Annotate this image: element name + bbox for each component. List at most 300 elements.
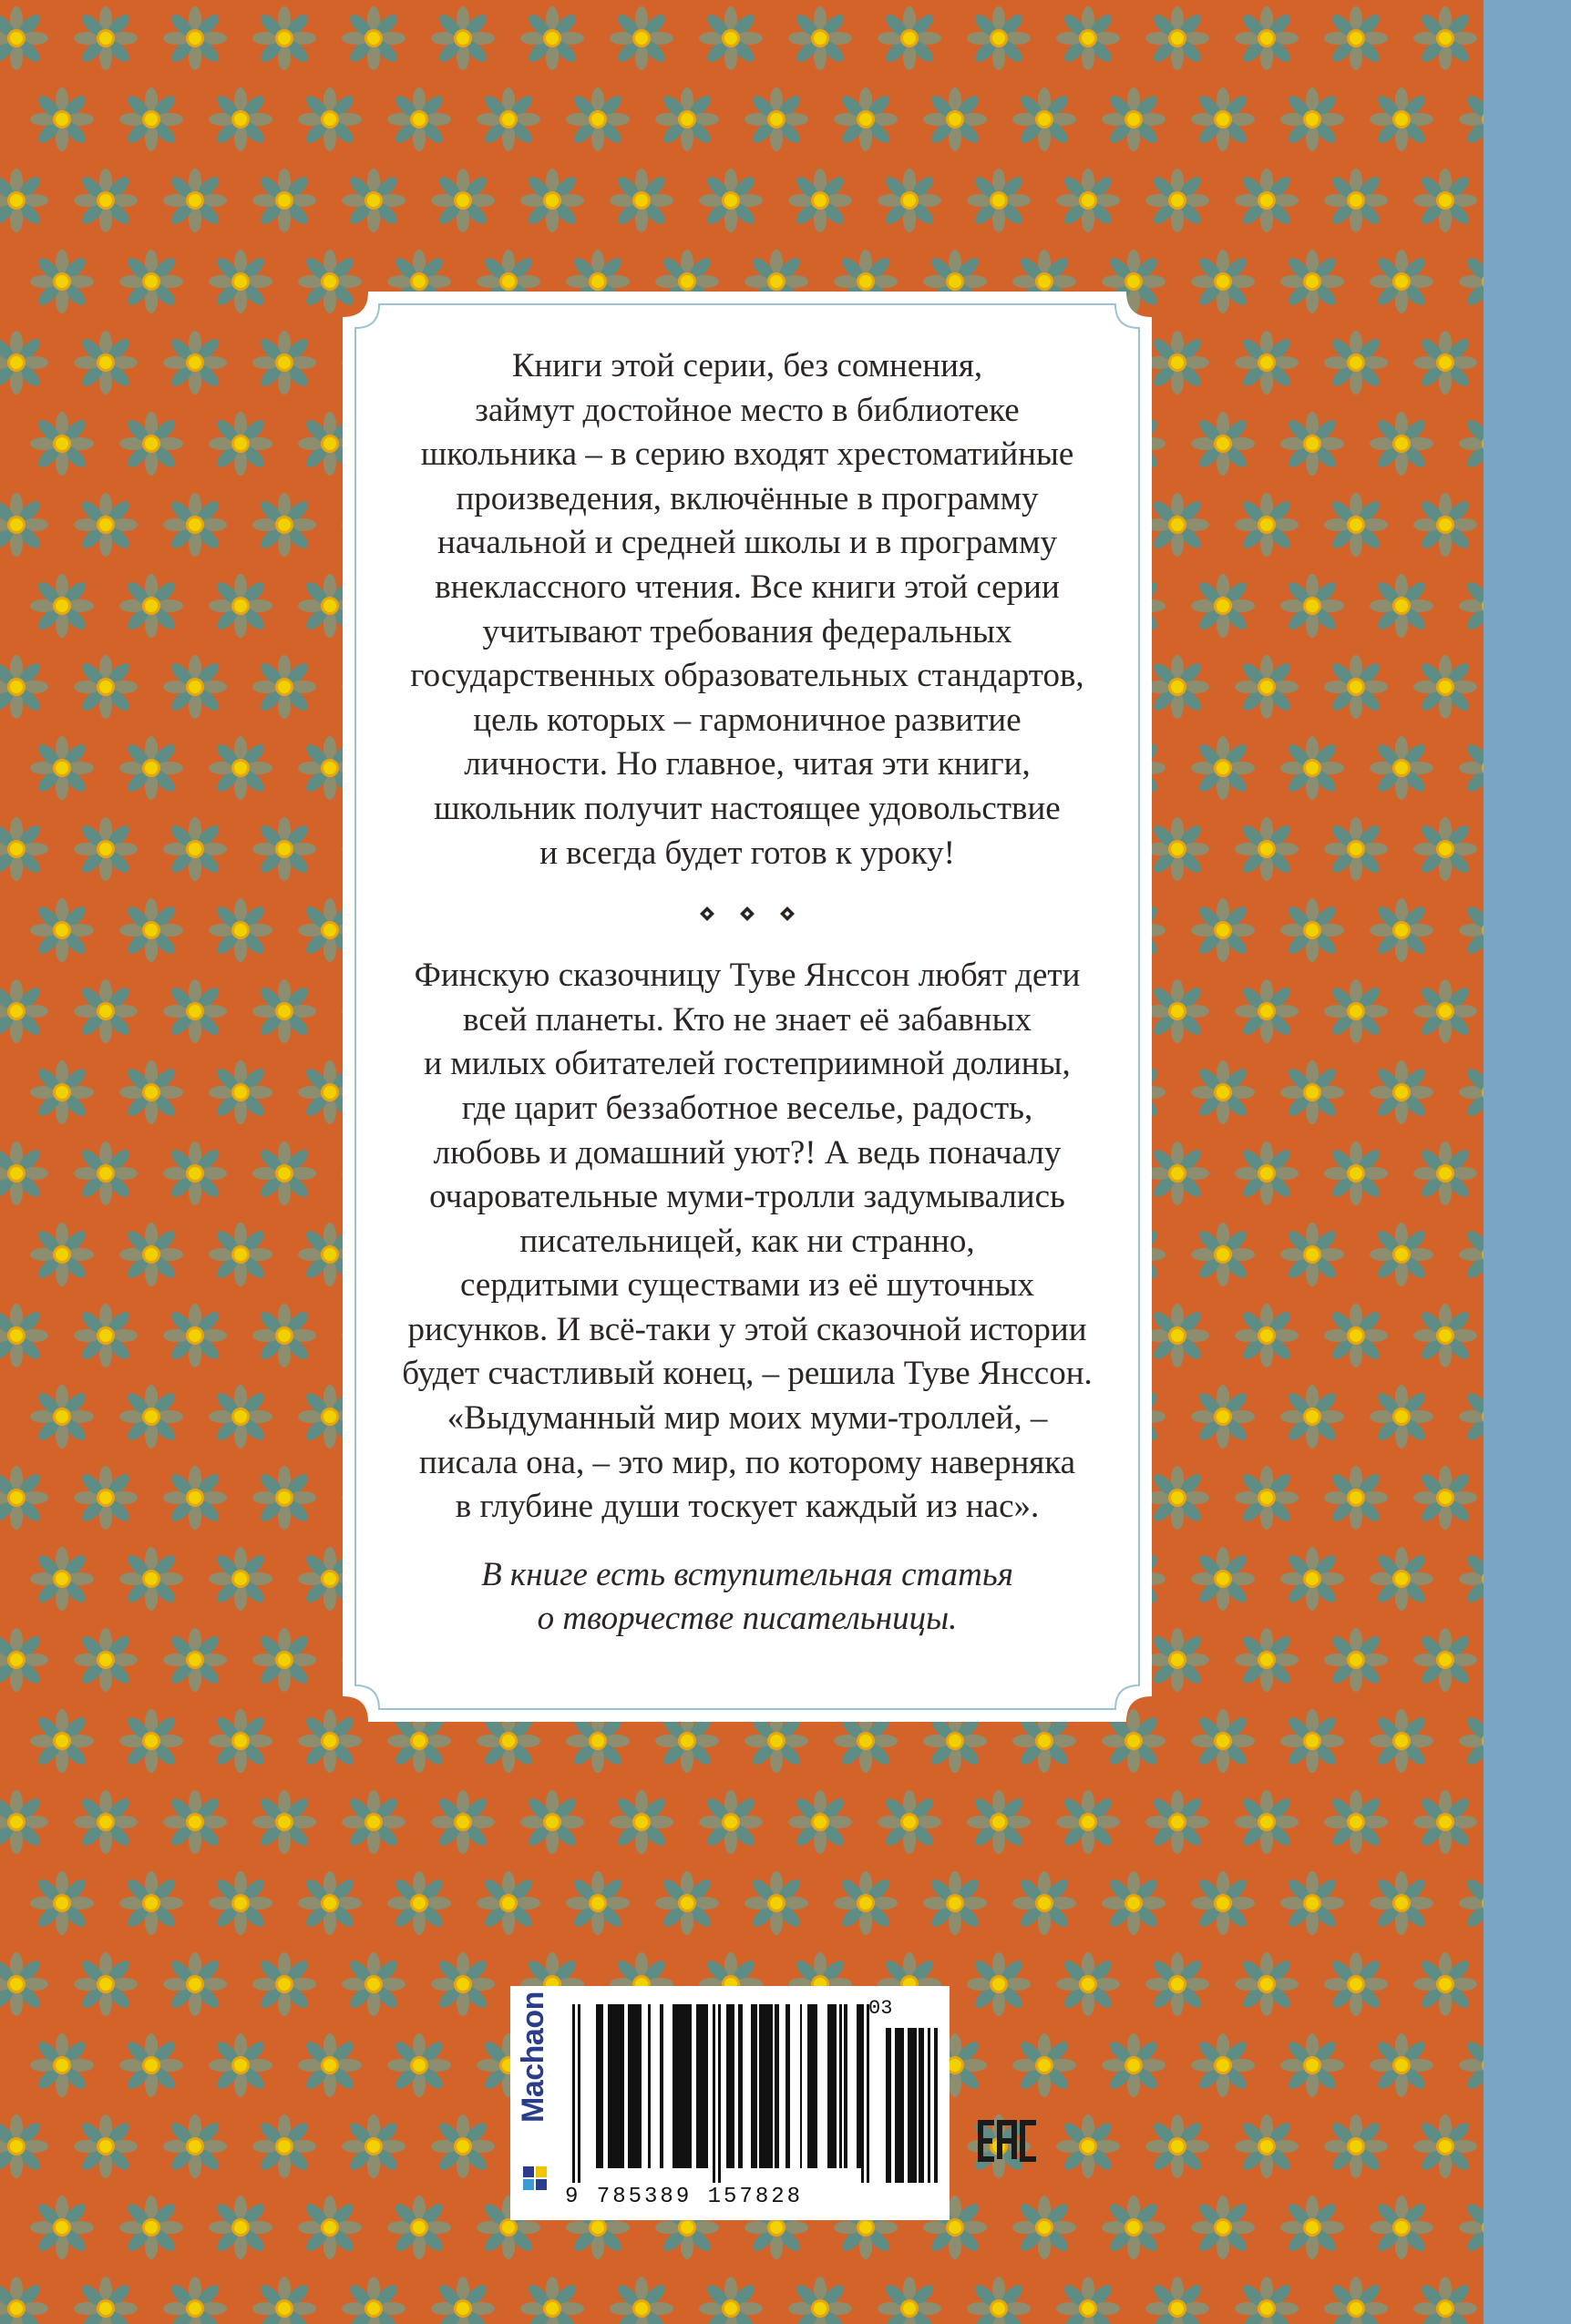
flower-motif bbox=[1280, 2196, 1344, 2259]
barcode-bar bbox=[839, 2004, 842, 2168]
barcode-bar bbox=[807, 2004, 811, 2168]
barcode-bar bbox=[861, 2004, 864, 2183]
barcode-bar bbox=[766, 2004, 768, 2168]
flower-motif bbox=[209, 736, 272, 800]
flower-motif bbox=[1280, 2033, 1344, 2097]
flower-motif bbox=[209, 1871, 272, 1935]
barcode-bar bbox=[621, 2004, 624, 2168]
flower-motif bbox=[655, 87, 719, 151]
flower-motif bbox=[342, 169, 406, 232]
flower-motif bbox=[0, 2277, 48, 2324]
barcode-bar bbox=[600, 2004, 603, 2168]
flower-motif bbox=[30, 1871, 94, 1935]
flower-motif bbox=[1370, 250, 1433, 313]
flower-motif bbox=[342, 6, 406, 70]
flower-motif bbox=[1191, 2033, 1255, 2097]
publisher-logo bbox=[510, 1986, 561, 2220]
flower-motif bbox=[1459, 898, 1484, 962]
flower-motif bbox=[1191, 898, 1255, 962]
flower-motif bbox=[1324, 817, 1388, 881]
flower-motif bbox=[1280, 250, 1344, 313]
barcode-bar bbox=[674, 2004, 678, 2168]
barcode-bar bbox=[682, 2004, 684, 2168]
flower-motif bbox=[1056, 2277, 1120, 2324]
flower-motif bbox=[1056, 169, 1120, 232]
flower-motif bbox=[252, 1952, 316, 2016]
author-text-line: «Выдуманный мир моих муми-троллей, – bbox=[447, 1399, 1048, 1438]
flower-motif bbox=[1413, 493, 1477, 557]
flower-motif bbox=[1012, 87, 1076, 151]
ornament-separator bbox=[395, 896, 1099, 932]
barcode-bar bbox=[908, 2028, 909, 2183]
flower-motif bbox=[252, 6, 316, 70]
flower-motif bbox=[1370, 898, 1433, 962]
author-text-line: всей планеты. Кто не знает её забавных bbox=[463, 1000, 1032, 1039]
note-text-line: о творчестве писательницы. bbox=[537, 1600, 958, 1638]
flower-motif bbox=[163, 1628, 227, 1692]
flower-motif bbox=[0, 1952, 48, 2016]
barcode-bar bbox=[775, 2004, 777, 2168]
flower-motif bbox=[1413, 2277, 1477, 2324]
flower-motif bbox=[252, 979, 316, 1043]
spine-strip bbox=[1484, 0, 1571, 2324]
flower-motif bbox=[1056, 2114, 1120, 2178]
author-text-line: писательницей, как ни странно, bbox=[519, 1222, 975, 1260]
flower-motif bbox=[252, 493, 316, 557]
flower-motif bbox=[878, 169, 941, 232]
flower-motif bbox=[520, 6, 584, 70]
flower-motif bbox=[1145, 1952, 1209, 2016]
flower-motif bbox=[163, 2114, 227, 2178]
flower-motif bbox=[209, 1547, 272, 1611]
flower-motif bbox=[0, 1628, 48, 1692]
series-text-line: займут достойное место в библиотеке bbox=[475, 391, 1020, 429]
series-text-line: начальной и средней школы и в программу bbox=[437, 524, 1057, 562]
flower-motif bbox=[1280, 1223, 1344, 1286]
flower-motif bbox=[1145, 655, 1209, 719]
flower-motif bbox=[1235, 2114, 1299, 2178]
barcode-bar bbox=[768, 2004, 770, 2168]
flower-motif bbox=[1413, 2114, 1477, 2178]
barcode-bar bbox=[648, 2004, 651, 2168]
flower-motif bbox=[163, 1142, 227, 1205]
flower-motif bbox=[834, 1871, 898, 1935]
flower-motif bbox=[252, 1304, 316, 1367]
flower-motif bbox=[1056, 6, 1120, 70]
flower-motif bbox=[431, 2277, 495, 2324]
barcode-addon-digits: 03 bbox=[868, 1997, 893, 2020]
ean-barcode bbox=[569, 2004, 942, 2183]
barcode-bar bbox=[740, 2004, 743, 2168]
flower-motif bbox=[1459, 2196, 1484, 2259]
flower-motif bbox=[0, 331, 48, 394]
flower-motif bbox=[1191, 1385, 1255, 1449]
flower-motif bbox=[298, 2196, 362, 2259]
flower-motif bbox=[1280, 1385, 1344, 1449]
flower-motif bbox=[1235, 1952, 1299, 2016]
flower-motif bbox=[655, 1871, 719, 1935]
flower-motif bbox=[119, 1385, 183, 1449]
flower-motif bbox=[342, 1952, 406, 2016]
flower-motif bbox=[252, 2114, 316, 2178]
flower-motif bbox=[1280, 1060, 1344, 1124]
series-text-line: школьник получит настоящее удовольствие bbox=[434, 789, 1061, 827]
barcode-bar bbox=[630, 2004, 633, 2168]
author-text-line: сердитыми существами из её шуточных bbox=[460, 1266, 1034, 1305]
flower-motif bbox=[1324, 1790, 1388, 1854]
flower-motif bbox=[163, 493, 227, 557]
flower-motif bbox=[30, 2196, 94, 2259]
barcode-bar bbox=[637, 2004, 642, 2168]
flower-motif bbox=[30, 898, 94, 962]
flower-motif bbox=[477, 1871, 540, 1935]
flower-motif bbox=[30, 736, 94, 800]
flower-motif bbox=[1324, 493, 1388, 557]
flower-motif bbox=[1370, 1871, 1433, 1935]
flower-motif bbox=[1370, 1709, 1433, 1773]
flower-motif bbox=[74, 979, 138, 1043]
flower-motif bbox=[119, 2196, 183, 2259]
flower-motif bbox=[163, 169, 227, 232]
flower-motif bbox=[209, 574, 272, 638]
flower-motif bbox=[74, 2277, 138, 2324]
flower-motif bbox=[74, 1142, 138, 1205]
flower-motif bbox=[387, 1871, 451, 1935]
barcode-bar bbox=[755, 2004, 757, 2168]
barcode-bar bbox=[834, 2004, 837, 2168]
flower-motif bbox=[30, 412, 94, 476]
flower-motif bbox=[1191, 1709, 1255, 1773]
barcode-bar bbox=[912, 2028, 914, 2183]
flower-motif bbox=[1235, 1304, 1299, 1367]
barcode-bar bbox=[844, 2004, 847, 2168]
flower-motif bbox=[1145, 493, 1209, 557]
flower-motif bbox=[1459, 87, 1484, 151]
flower-motif bbox=[1413, 6, 1477, 70]
flower-motif bbox=[252, 1790, 316, 1854]
flower-motif bbox=[119, 412, 183, 476]
flower-motif bbox=[74, 1466, 138, 1530]
flower-motif bbox=[0, 817, 48, 881]
flower-motif bbox=[431, 1790, 495, 1854]
flower-motif bbox=[1191, 736, 1255, 800]
series-text-line: личности. Но главное, читая эти книги, bbox=[464, 745, 1031, 783]
flower-motif bbox=[610, 169, 673, 232]
flower-motif bbox=[1280, 1547, 1344, 1611]
flower-motif bbox=[119, 736, 183, 800]
flower-motif bbox=[1012, 2196, 1076, 2259]
flower-motif bbox=[163, 1304, 227, 1367]
series-text-line: Книги этой серии, без сомнения, bbox=[511, 347, 983, 384]
flower-motif bbox=[1459, 1223, 1484, 1286]
flower-motif bbox=[967, 169, 1031, 232]
flower-motif bbox=[1324, 1466, 1388, 1530]
flower-motif bbox=[1459, 736, 1484, 800]
flower-motif bbox=[209, 898, 272, 962]
flower-motif bbox=[788, 169, 852, 232]
text-panel bbox=[343, 292, 1152, 1722]
flower-motif bbox=[1145, 2114, 1209, 2178]
flower-motif bbox=[1145, 1304, 1209, 1367]
author-description bbox=[395, 954, 1099, 1530]
flower-motif bbox=[1324, 1142, 1388, 1205]
flower-motif bbox=[1413, 331, 1477, 394]
flower-motif bbox=[699, 169, 763, 232]
flower-motif bbox=[387, 2196, 451, 2259]
flower-motif bbox=[119, 574, 183, 638]
author-text-line: очаровательные муми-тролли задумывались bbox=[429, 1178, 1065, 1216]
barcode-bar bbox=[829, 2004, 834, 2168]
flower-motif bbox=[699, 6, 763, 70]
flower-motif bbox=[699, 2277, 763, 2324]
flower-motif bbox=[119, 250, 183, 313]
flower-motif bbox=[1191, 2196, 1255, 2259]
barcode-bar bbox=[684, 2004, 686, 2168]
flower-motif bbox=[1459, 1385, 1484, 1449]
flower-motif bbox=[566, 87, 630, 151]
flower-motif bbox=[30, 1709, 94, 1773]
series-text-line: учитывают требования федеральных bbox=[482, 612, 1012, 650]
flower-motif bbox=[119, 1547, 183, 1611]
flower-motif bbox=[252, 817, 316, 881]
series-text-line: внеклассного чтения. Все книги этой серии bbox=[435, 568, 1060, 606]
flower-motif bbox=[1413, 1304, 1477, 1367]
flower-motif bbox=[744, 1871, 808, 1935]
flower-motif bbox=[30, 1547, 94, 1611]
flower-motif bbox=[878, 2277, 941, 2324]
flower-motif bbox=[1145, 817, 1209, 881]
flower-motif bbox=[30, 87, 94, 151]
flower-motif bbox=[74, 655, 138, 719]
series-text-line: и всегда будет готов к уроку! bbox=[539, 834, 955, 872]
diamond-icon bbox=[697, 904, 717, 924]
flower-motif bbox=[1145, 1628, 1209, 1692]
barcode-bar bbox=[617, 2004, 621, 2168]
flower-motif bbox=[1280, 1709, 1344, 1773]
flower-motif bbox=[342, 1790, 406, 1854]
barcode-bar bbox=[698, 2004, 702, 2168]
flower-motif bbox=[788, 2277, 852, 2324]
flower-motif bbox=[1191, 1547, 1255, 1611]
flower-motif bbox=[1459, 250, 1484, 313]
flower-motif bbox=[1413, 979, 1477, 1043]
flower-motif bbox=[0, 1142, 48, 1205]
flower-motif bbox=[610, 2277, 673, 2324]
flower-motif bbox=[252, 1466, 316, 1530]
flower-motif bbox=[1280, 574, 1344, 638]
flower-motif bbox=[1102, 1871, 1165, 1935]
flower-motif bbox=[1280, 736, 1344, 800]
flower-motif bbox=[209, 1385, 272, 1449]
author-text-line: Финскую сказочницу Туве Янссон любят дети bbox=[414, 957, 1081, 995]
flower-motif bbox=[1459, 1709, 1484, 1773]
flower-motif bbox=[1235, 655, 1299, 719]
flower-motif bbox=[342, 2277, 406, 2324]
flower-motif bbox=[1324, 1952, 1388, 2016]
flower-motif bbox=[252, 1628, 316, 1692]
flower-motif bbox=[163, 2277, 227, 2324]
flower-motif bbox=[610, 6, 673, 70]
barcode-bar bbox=[814, 2004, 817, 2168]
flower-motif bbox=[209, 87, 272, 151]
flower-motif bbox=[1191, 250, 1255, 313]
flower-motif bbox=[923, 1871, 987, 1935]
flower-motif bbox=[252, 169, 316, 232]
flower-motif bbox=[1324, 169, 1388, 232]
flower-motif bbox=[163, 1790, 227, 1854]
flower-motif bbox=[1145, 1466, 1209, 1530]
flower-motif bbox=[209, 1709, 272, 1773]
flower-motif bbox=[431, 2114, 495, 2178]
flower-motif bbox=[74, 1790, 138, 1854]
barcode-bar bbox=[686, 2004, 690, 2168]
author-text-line: и милых обитателей гостеприимной долины, bbox=[424, 1045, 1071, 1083]
author-text-line: будет счастливый конец, – решила Туве Янссон. bbox=[402, 1355, 1093, 1393]
flower-motif bbox=[30, 1385, 94, 1449]
flower-motif bbox=[1280, 898, 1344, 962]
barcode-bar bbox=[759, 2004, 763, 2168]
flower-motif bbox=[967, 6, 1031, 70]
series-text-line: государственных образовательных стандартов, bbox=[410, 657, 1084, 695]
barcode-bar bbox=[919, 2028, 920, 2183]
isbn-digits: 9 785389 157828 bbox=[565, 2185, 804, 2209]
flower-motif bbox=[1459, 1871, 1484, 1935]
flower-motif bbox=[298, 1871, 362, 1935]
flower-motif bbox=[1280, 87, 1344, 151]
flower-motif bbox=[967, 2277, 1031, 2324]
barcode-bar bbox=[777, 2004, 779, 2168]
flower-motif bbox=[209, 250, 272, 313]
series-text-line: произведения, включённые в программу bbox=[456, 479, 1039, 517]
flower-motif bbox=[1235, 1790, 1299, 1854]
flower-motif bbox=[252, 1142, 316, 1205]
flower-motif bbox=[74, 1304, 138, 1367]
flower-motif bbox=[30, 1060, 94, 1124]
barcode-bar bbox=[914, 2028, 917, 2183]
publisher-name: Machaon bbox=[516, 1991, 550, 2123]
flower-motif bbox=[1191, 1871, 1255, 1935]
flower-motif bbox=[1370, 1223, 1433, 1286]
flower-motif bbox=[0, 493, 48, 557]
flower-motif bbox=[0, 1466, 48, 1530]
flower-motif bbox=[30, 250, 94, 313]
flower-motif bbox=[431, 1952, 495, 2016]
barcode-bar bbox=[827, 2004, 829, 2168]
barcode-bar bbox=[895, 2028, 898, 2183]
intro-article-note bbox=[395, 1553, 1099, 1642]
flower-motif bbox=[1145, 331, 1209, 394]
flower-motif bbox=[74, 493, 138, 557]
flower-motif bbox=[163, 655, 227, 719]
flower-motif bbox=[163, 1466, 227, 1530]
flower-motif bbox=[1191, 412, 1255, 476]
barcode-bar bbox=[800, 2004, 802, 2168]
flower-motif bbox=[1235, 2277, 1299, 2324]
barcode-bar bbox=[673, 2004, 674, 2168]
flower-motif bbox=[610, 1790, 673, 1854]
barcode-bar bbox=[608, 2004, 611, 2168]
series-description bbox=[395, 344, 1099, 875]
author-text-line: рисунков. И всё-таки у этой сказочной истории bbox=[407, 1310, 1087, 1348]
flower-motif bbox=[520, 1790, 584, 1854]
flower-motif bbox=[1145, 1790, 1209, 1854]
flower-motif bbox=[0, 2114, 48, 2178]
flower-motif bbox=[1370, 87, 1433, 151]
flower-motif bbox=[163, 817, 227, 881]
barcode-bar bbox=[738, 2004, 740, 2168]
flower-motif bbox=[298, 87, 362, 151]
barcode-bar bbox=[786, 2004, 790, 2168]
flower-motif bbox=[520, 169, 584, 232]
flower-motif bbox=[1413, 1790, 1477, 1854]
flower-motif bbox=[1191, 87, 1255, 151]
flower-motif bbox=[0, 655, 48, 719]
flower-motif bbox=[0, 979, 48, 1043]
barcode-bar bbox=[614, 2004, 617, 2168]
author-text-line: где царит беззаботное веселье, радость, bbox=[461, 1089, 1033, 1127]
barcode-bar bbox=[690, 2004, 692, 2168]
barcode-bar bbox=[770, 2004, 773, 2168]
flower-motif bbox=[0, 6, 48, 70]
flower-motif bbox=[1459, 1060, 1484, 1124]
flower-motif bbox=[834, 87, 898, 151]
series-text-line: цель которых – гармоничное развитие bbox=[473, 701, 1022, 739]
flower-motif bbox=[1102, 87, 1165, 151]
flower-motif bbox=[1012, 2033, 1076, 2097]
flower-motif bbox=[1324, 655, 1388, 719]
flower-motif bbox=[1324, 2114, 1388, 2178]
flower-motif bbox=[342, 2114, 406, 2178]
barcode-bar bbox=[660, 2004, 663, 2168]
flower-motif bbox=[74, 1952, 138, 2016]
barcode-bar bbox=[596, 2004, 600, 2168]
flower-motif bbox=[1370, 2196, 1433, 2259]
barcode-bar bbox=[678, 2004, 682, 2168]
flower-motif bbox=[0, 1790, 48, 1854]
barcode-bar bbox=[696, 2004, 698, 2168]
flower-motif bbox=[74, 331, 138, 394]
flower-motif bbox=[1235, 1142, 1299, 1205]
flower-motif bbox=[1459, 412, 1484, 476]
flower-motif bbox=[1370, 1385, 1433, 1449]
flower-motif bbox=[1324, 1628, 1388, 1692]
flower-motif bbox=[163, 6, 227, 70]
flower-motif bbox=[744, 87, 808, 151]
diamond-icon bbox=[777, 904, 797, 924]
barcode-bar bbox=[726, 2004, 730, 2168]
flower-motif bbox=[1413, 817, 1477, 881]
flower-motif bbox=[30, 1223, 94, 1286]
flower-motif bbox=[1235, 169, 1299, 232]
flower-motif bbox=[387, 2033, 451, 2097]
flower-motif bbox=[1370, 574, 1433, 638]
flower-motif bbox=[1370, 736, 1433, 800]
flower-motif bbox=[878, 1790, 941, 1854]
flower-motif bbox=[1413, 655, 1477, 719]
flower-motif bbox=[298, 2033, 362, 2097]
flower-motif bbox=[252, 2277, 316, 2324]
flower-motif bbox=[163, 979, 227, 1043]
barcode-bar bbox=[633, 2004, 637, 2168]
note-text-line: В книге есть вступительная статья bbox=[481, 1555, 1013, 1593]
barcode-bar bbox=[888, 2028, 891, 2183]
barcode-bar bbox=[934, 2028, 938, 2183]
series-text-line: школьника – в серию входят хрестоматийные bbox=[420, 435, 1074, 474]
flower-motif bbox=[1235, 493, 1299, 557]
flower-motif bbox=[1191, 1223, 1255, 1286]
barcode-bar bbox=[909, 2028, 912, 2183]
flower-motif bbox=[74, 1628, 138, 1692]
